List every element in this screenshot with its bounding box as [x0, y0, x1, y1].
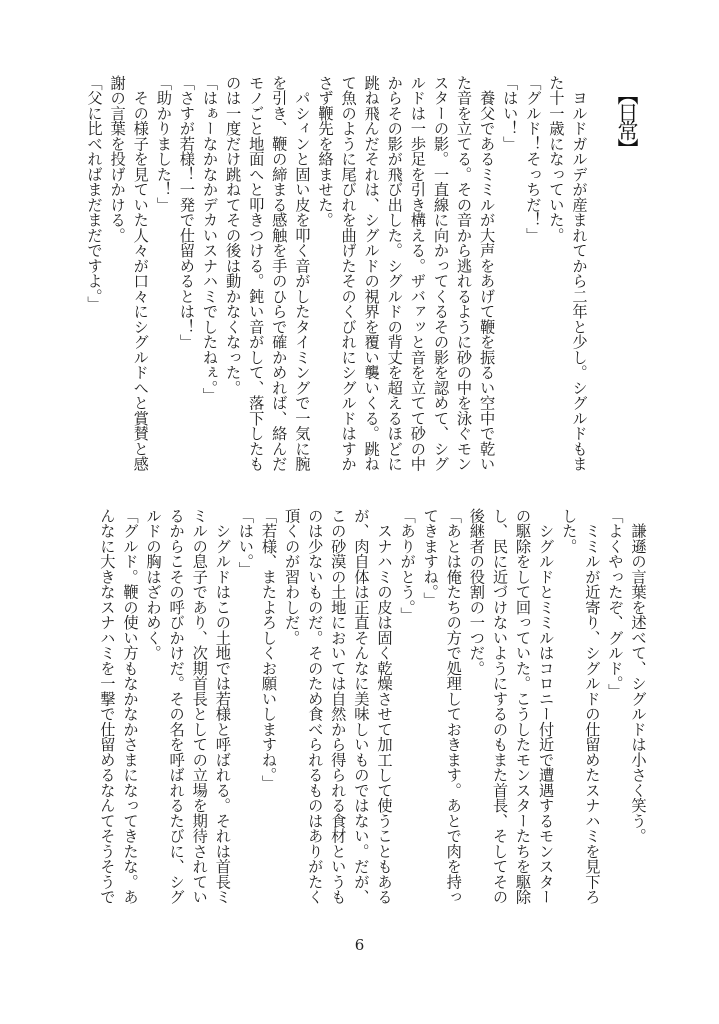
text-column: ヨルドガルデが産まれてから二年と少し。シグルドもま	[570, 75, 588, 472]
text-column: 「あとは俺たちの方で処理しておきます。あとで肉を持っ	[444, 508, 463, 905]
text-column: て魚のように尾びれを曲げたそのくびれにシグルドはすか	[339, 75, 358, 472]
text-column: てきますね。」	[421, 508, 440, 608]
upper-text-block	[82, 75, 590, 477]
text-column: るからこその呼びかけだ。その名を呼ばれるたびに、シグ	[167, 508, 186, 905]
text-column: 「グルド！そっちだ！」	[523, 75, 542, 243]
text-column: 「よくやったぞ、グルド。」	[605, 508, 624, 699]
text-column: シグルドとミミルはコロニー付近で遭遇するモンスター	[536, 508, 555, 905]
lower-text-block	[95, 508, 649, 910]
text-column: 後継者の役割の一つだ。	[467, 508, 486, 676]
text-column: 「ありがとう。」	[398, 508, 417, 623]
text-column: 「さすが若様！一発で仕留めるとは！」	[177, 75, 196, 350]
text-column: シグルドはこの土地では若様と呼ばれる。それは首長ミ	[213, 508, 232, 905]
text-column: 謝の言葉を投げかける。	[108, 75, 127, 243]
text-column: ミルの息子であり、次期首長としての立場を期待されてい	[190, 508, 209, 905]
text-column: モノごと地面へと叩きつける。鈍い音がして、落下したも	[246, 75, 265, 472]
text-column: 養父であるミミルが大声をあげて鞭を振るい空中で乾い	[477, 75, 496, 472]
text-column: 「父に比べればまだまだですよ。」	[85, 75, 104, 312]
text-column: んなに大きなスナハミを一撃で仕留めるなんてそうそうで	[97, 508, 116, 905]
text-column: の駆除をして回っていた。こうしたモンスターたちを駆除	[513, 508, 532, 905]
text-column: 頂くのが習わしだ。	[282, 508, 301, 646]
text-column: た音を立てる。その音から逃れるように砂の中を泳ぐモン	[454, 75, 473, 472]
text-column: その様子を見ていた人々が口々にシグルドへと賞賛と感	[131, 75, 150, 472]
text-column: が、肉自体は正直そんなに美味しいものではない。だが、	[351, 508, 370, 905]
text-column: スナハミの皮は固く乾燥させて加工して使うこともある	[374, 508, 393, 905]
text-column: パシィンと固い皮を叩く音がしたタイミングで一気に腕	[292, 75, 311, 472]
chapter-heading: 【日常】	[615, 84, 639, 156]
text-column: 「グルド。鞭の使い方もなかなかさまになってきたな。あ	[120, 508, 139, 905]
page-number: 6	[354, 936, 365, 954]
text-column: 「助かりました！」	[154, 75, 173, 213]
text-column: この砂漠の土地においては自然から得られる食材というも	[328, 508, 347, 905]
text-column: ミミルが近寄り、シグルドの仕留めたスナハミを見下ろ	[582, 508, 601, 905]
text-column: 「はい。」	[236, 508, 255, 577]
text-column: からその影が飛び出した。シグルドの背丈を超えるほどに	[385, 75, 404, 472]
text-column: 謙遜の言葉を述べて、シグルドは小さく笑う。	[629, 508, 647, 844]
text-column: のは一度だけ跳ねてその後は動かなくなった。	[223, 75, 242, 396]
text-column: 「はぁーなかなかデカいスナハミでしたねぇ。」	[200, 75, 219, 403]
text-column: 跳ね飛んだそれは、シグルドの視界を覆い襲いくる。跳ね	[362, 75, 381, 472]
text-column: さず鞭先を絡ませた。	[315, 75, 334, 228]
text-column: し、民に近づけないようにするのもまた首長、そしてその	[490, 508, 509, 905]
text-column: した。	[559, 508, 578, 554]
text-column: 「若様、またよろしくお願いしますね。」	[259, 508, 278, 791]
text-column: ルドは一歩足を引き構える。ザバァッと音を立てて砂の中	[408, 75, 427, 472]
text-column: 「はい！」	[500, 75, 519, 152]
text-column: ルドの胸はざわめく。	[144, 508, 163, 661]
text-column: のは少ないものだ。そのため食べられるものはありがたく	[305, 508, 324, 905]
text-column: た十一歳になっていた。	[546, 75, 565, 243]
text-column: スターの影。一直線に向かってくるその影を認めて、シグ	[431, 75, 450, 472]
text-column: を引き、鞭の締まる感触を手のひらで確かめれば、絡んだ	[269, 75, 288, 472]
